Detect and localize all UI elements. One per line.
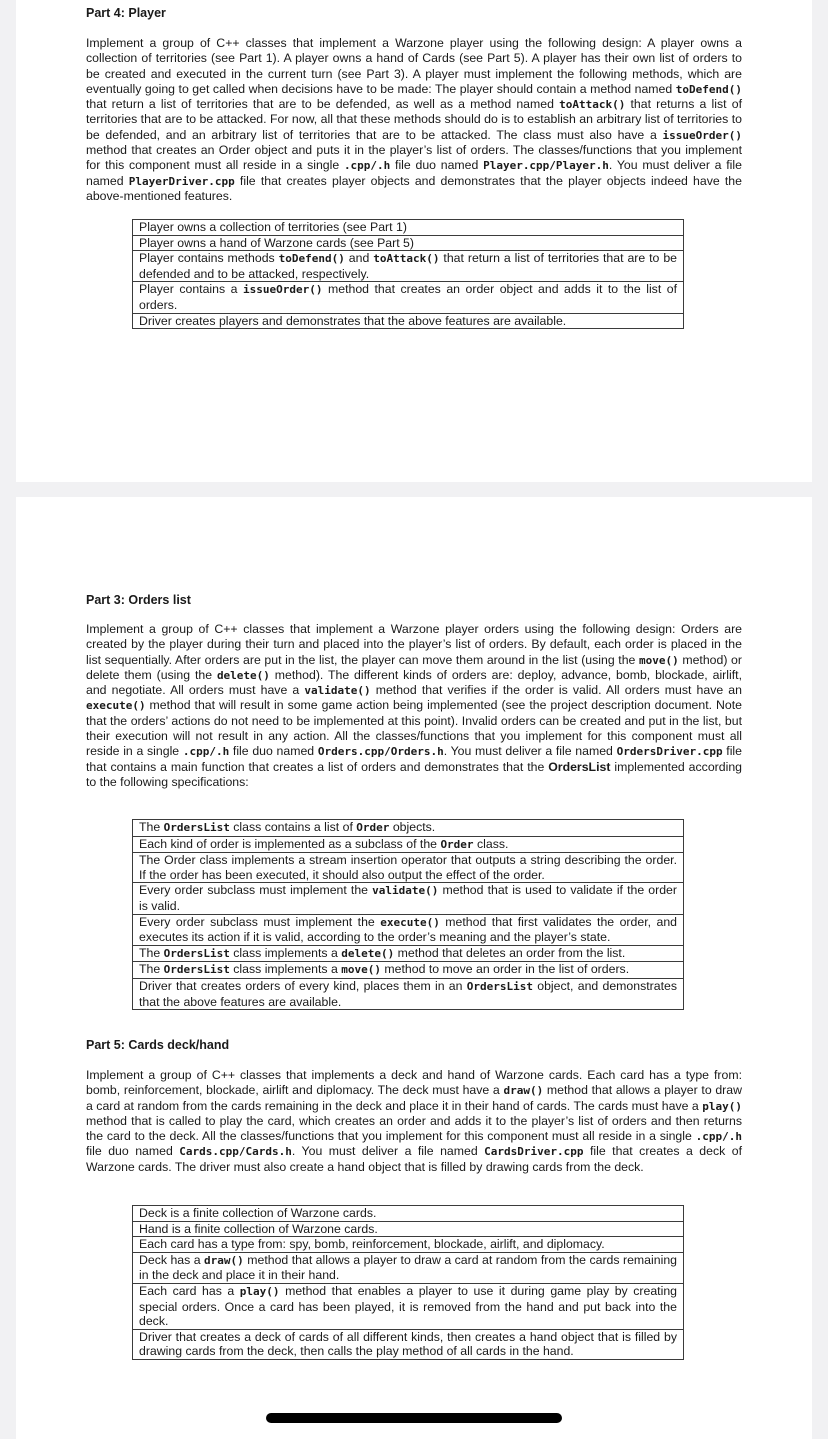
requirement-row [133,914,684,945]
requirement-row [133,883,684,914]
part3-heading: Part 3: Orders list [86,593,191,607]
code-span: play() [702,1099,742,1113]
code-span: validate() [304,684,371,698]
requirement-row [133,282,684,313]
code-span: OrdersList [466,979,533,993]
document-page-2 [16,497,812,1439]
requirement-cell [133,836,684,853]
text-span: method that first validates the order, and executes its action if it is valid, according to the order’s meaning and the player’s state. [139,914,678,945]
code-span: OrdersList [163,946,230,960]
requirement-row [133,820,684,837]
part5-paragraph [86,1068,742,1175]
text-span: method that enables a player to use it during game play by creating special orders. Once a card has been played, it is removed from the hand and put back into the deck. [139,1283,677,1329]
requirement-cell [133,1237,684,1253]
requirement-cell [133,1329,684,1359]
code-span: toDefend() [675,82,742,96]
requirement-row [133,962,684,979]
requirement-row [133,1237,684,1253]
text-span: and [344,251,374,266]
requirement-row [133,1283,684,1329]
text-span: Each kind of order is implemented as a subclass of the [139,836,441,851]
code-span: .cpp/.h [695,1130,742,1144]
document-page-1 [16,0,812,482]
requirement-row [133,251,684,282]
text-span: file duo named [390,158,484,173]
text-span: objects. [389,820,436,834]
text-span: class contains a list of [229,820,357,834]
text-span: Player contains a [139,282,243,297]
home-indicator-bar[interactable] [266,1413,562,1423]
requirement-cell [133,1252,684,1283]
code-span: issueOrder() [662,128,742,142]
part5-heading: Part 5: Cards deck/hand [86,1038,230,1052]
code-span: toDefend() [278,252,345,266]
code-span: OrdersList [163,963,230,977]
text-span: Player contains methods [139,251,279,266]
requirement-row [133,1252,684,1283]
requirement-row [133,836,684,853]
requirement-row [133,313,684,329]
part4-requirements-table [132,219,684,329]
text-span: method that will result in some game action being implemented (see the project description document. Note that the orders’ actions do not need to be implemented at this point). Invalid orders can be created and put in the list, but their execution will not result in any action. All the classes/functions that you implement for this component must all reside in a single [86,698,742,759]
text-span: . You must deliver a file named [86,158,742,188]
part3-requirements-table [132,819,684,1010]
code-span: draw() [204,1253,244,1267]
text-span: The Order class implements a stream insertion operator that outputs a string describing the order. If the order has been executed, it should also output the effect of the order. [139,853,677,882]
text-span: method that verifies if the order is valid. All orders must have an [370,683,742,698]
text-span: Deck has a [139,1252,205,1267]
text-span: Each card has a [139,1283,240,1298]
code-span: Orders.cpp/Orders.h [317,745,444,759]
code-span: execute() [380,915,440,929]
part5-requirements-table [132,1205,684,1360]
text-span: method that creates an Order object and puts it in the player’s list of orders. The classes/functions that you implement for this component must all reside in a single [86,143,742,173]
code-span: Cards.cpp/Cards.h [179,1145,292,1159]
text-span: file duo named [229,744,318,759]
requirement-cell [133,251,684,282]
text-span: that return a list of territories that are to be defended, as well as a method named [86,97,560,112]
part4-heading: Part 4: Player [86,6,166,20]
code-span: CardsDriver.cpp [484,1145,584,1159]
text-span: class implements a [229,962,342,977]
code-span: issueOrder() [243,283,323,297]
text-span: Driver that creates a deck of cards of all different kinds, then creates a hand object that is filled by drawing cards from the deck, then calls the play method of all cards in the hand. [139,1329,677,1359]
text-span: . You must deliver a file named [291,1144,485,1159]
text-span: method that is called to play the card, which creates an order and adds it to the player’s list of orders and then returns the card to the deck. All the classes/functions that you implement for this component must all reside in a single [86,1113,742,1144]
requirement-cell [133,1283,684,1329]
requirement-cell [133,883,684,914]
text-span: method that deletes an order from the list. [394,945,626,960]
text-span: file duo named [86,1144,180,1159]
requirement-row [133,945,684,962]
text-span: Driver that creates orders of every kind, places them in an [139,978,467,993]
requirement-row [133,235,684,251]
text-span: . You must deliver a file named [443,744,617,759]
code-span: OrdersDriver.cpp [616,745,723,759]
text-span: that return a list of territories that are to be defended and to be attacked, respectively. [139,251,678,281]
text-span: class. [473,836,509,851]
text-span: Deck is a finite collection of Warzone cards. [139,1206,377,1220]
requirement-cell [133,853,684,883]
requirement-cell [133,220,684,236]
requirement-row [133,978,684,1009]
code-span: toAttack() [559,98,626,112]
text-span: method that allows a player to draw a card at random from the cards remaining in the deck and place it in their hand. [139,1252,677,1283]
part3-paragraph [86,622,742,790]
text-span: method that is used to validate if the order is valid. [139,883,677,913]
requirement-row [133,1221,684,1237]
code-span: move() [638,653,679,667]
code-span: OrdersList [163,821,230,834]
text-span: file that creates player objects and demonstrates that the player objects indeed have the above-mentioned features. [86,173,742,203]
requirement-cell [133,1206,684,1222]
text-span: The [139,945,164,960]
text-span: The [139,962,164,977]
code-span: .cpp/.h [182,745,230,759]
code-span: validate() [372,884,439,898]
requirement-row [133,1206,684,1222]
text-span: method) or delete them (using the [86,652,742,682]
code-span: .cpp/.h [343,159,391,173]
code-span: Player.cpp/Player.h [483,159,609,173]
requirement-row [133,220,684,236]
requirement-cell [133,313,684,329]
requirement-cell [133,1221,684,1237]
code-span: draw() [503,1084,544,1098]
code-span: delete() [341,946,395,960]
text-span: method that creates an order object and adds it to the list of orders. [139,282,677,312]
requirement-cell [133,235,684,251]
requirement-cell [133,962,684,979]
text-span: method that allows a player to draw a card at random from the cards remaining in the deck and place it in their hand of cards. The cards must have a [86,1083,742,1113]
text-span: Each card has a type from: spy, bomb, reinforcement, blockade, airlift, and diplomacy. [139,1237,605,1252]
code-span: Order [356,821,390,834]
code-span: toAttack() [373,252,440,266]
code-span: Order [440,837,474,851]
text-span: Every order subclass must implement the [139,883,373,898]
text-span: Driver creates players and demonstrates that the above features are available. [139,313,567,328]
text-span: that returns a list of territories that are to be attacked. For now, all that these methods should do is to establish an arbitrary list of territories to be defended, and an arbitrary list of territories that are to be attacked. The class must also have a [86,97,742,142]
text-span: Implement a group of C++ classes that implement a Warzone player using the following design: A player owns a collection of territories (see Part 1). A player owns a hand of Cards (see Part 5). A player has their own list of orders to be created and executed in the current turn (see Part 3). A player must implement the following methods, which are eventually going to get called when decisions have to be made: The player should contain a method named [86,36,742,96]
text-span: Implement a group of C++ classes that implements a deck and hand of Warzone cards. Each card has a type from: bomb, reinforcement, blockade, airlift and diplomacy. The deck must have a [86,1068,742,1098]
text-span: Player owns a collection of territories (see Part 1) [139,220,407,234]
code-span: delete() [216,668,270,682]
requirement-row [133,853,684,883]
text-span: Every order subclass must implement the [139,914,381,929]
text-span: method to move an order in the list of orders. [381,962,630,977]
requirement-cell [133,282,684,313]
requirement-cell [133,820,684,837]
text-span: The [139,820,164,834]
code-span: execute() [86,699,146,713]
text-span: Hand is a finite collection of Warzone cards. [139,1221,378,1236]
text-span: file that creates a deck of Warzone cards. The driver must also create a hand object that is filled by drawing cards from the deck. [86,1144,742,1174]
code-span: play() [239,1284,280,1298]
requirement-cell [133,914,684,945]
bold-span: OrdersList [548,759,611,774]
requirement-cell [133,978,684,1009]
text-span: class implements a [229,945,342,960]
text-span: Implement a group of C++ classes that implement a Warzone player orders using the following design: Orders are created by the player during their turn and placed into the player’s list of orders. By default, each order is placed in the list sequentially. After orders are put in the list, the player can move them around in the list (using the [86,622,742,667]
code-span: PlayerDriver.cpp [128,174,235,188]
requirement-row [133,1329,684,1359]
text-span: Player owns a hand of Warzone cards (see Part 5) [139,235,414,250]
part4-paragraph [86,36,742,204]
text-span: file that contains a main function that creates a list of orders and demonstrates that the [86,744,743,774]
text-span: object, and demonstrates that the above features are available. [139,978,678,1009]
text-span: implemented according to the following specifications: [86,759,742,789]
text-span: method). The different kinds of orders are: deploy, advance, bomb, blockade, airlift, and negotiate. All orders must have a [86,667,742,698]
code-span: move() [341,963,381,977]
requirement-cell [133,945,684,962]
